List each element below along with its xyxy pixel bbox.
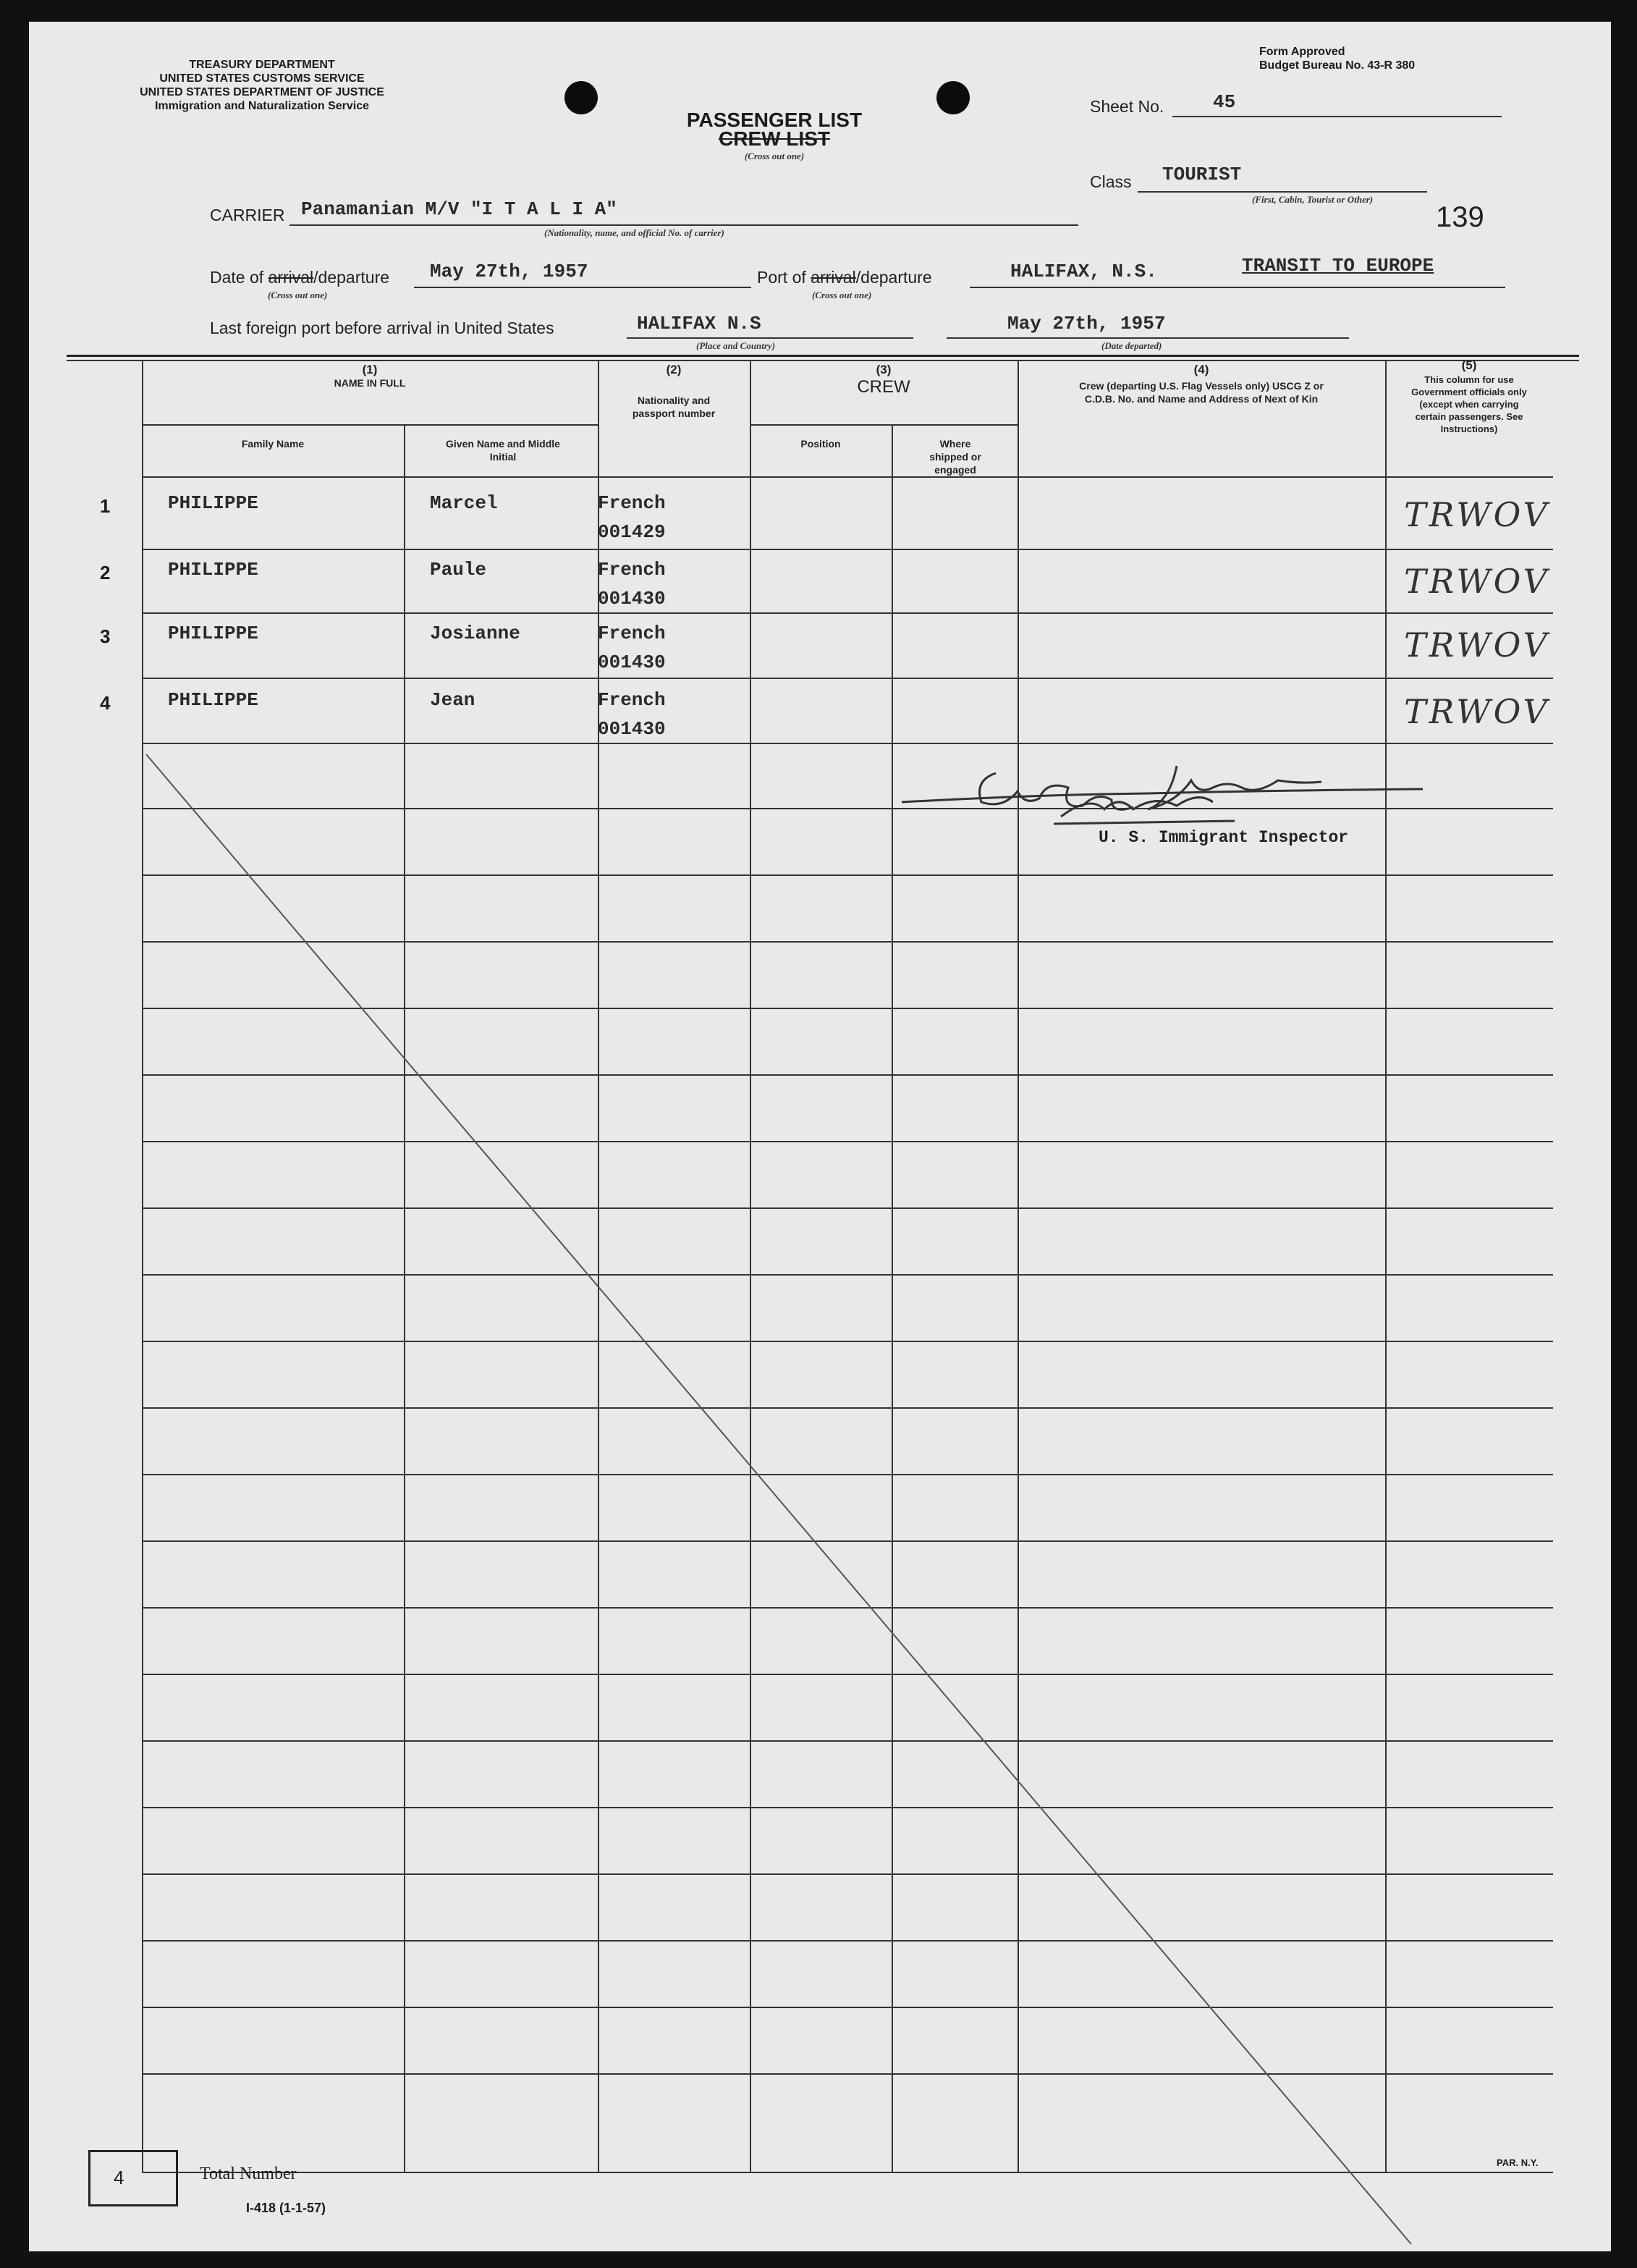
passport-number: 001429 [598, 521, 666, 543]
official-mark: TRWOV [1404, 495, 1550, 534]
passport-number: 001430 [598, 588, 666, 610]
agency-line: UNITED STATES CUSTOMS SERVICE [159, 72, 365, 85]
official-mark: TRWOV [1404, 562, 1550, 601]
given-name: Marcel [430, 492, 498, 514]
title-cross-out-caption: (Cross out one) [744, 151, 805, 161]
passport-number: 001430 [598, 652, 666, 673]
date-departed-value: May 27th, 1957 [1007, 313, 1166, 334]
class-value: TOURIST [1162, 164, 1242, 185]
title-crew-list: CREW LIST [719, 127, 830, 150]
col4-number: (4) [1193, 363, 1209, 376]
col1-given-header: Given Name and Middle Initial [446, 438, 560, 463]
col1-family-header: Family Name [241, 438, 305, 450]
transit-note: TRANSIT TO EUROPE [1242, 255, 1434, 277]
total-number-box [88, 2150, 178, 2206]
given-name: Paule [430, 559, 487, 581]
total-number-value: 4 [114, 2167, 124, 2188]
family-name: PHILIPPE [168, 492, 258, 514]
date-label-prefix: Date of [210, 268, 268, 287]
carrier-caption: (Nationality, name, and official No. of carrier) [544, 227, 724, 238]
date-departed-caption: (Date departed) [1101, 340, 1162, 351]
date-label-struck: arrival [268, 268, 314, 287]
nationality: French [598, 559, 666, 581]
row-number: 2 [100, 562, 111, 583]
printer-mark: PAR. N.Y. [1497, 2157, 1539, 2168]
col3-position-header: Position [800, 438, 841, 450]
family-name: PHILIPPE [168, 623, 258, 644]
passport-number: 001430 [598, 718, 666, 740]
form-number: I-418 (1-1-57) [246, 2201, 326, 2215]
inspector-label: U. S. Immigrant Inspector [1099, 828, 1349, 847]
official-mark: TRWOV [1404, 625, 1550, 665]
title-passenger-list: PASSENGER LIST [686, 109, 863, 131]
carrier-value: Panamanian M/V "I T A L I A" [301, 198, 617, 220]
date-label-suffix: /departure [313, 268, 390, 287]
col3-number: (3) [876, 363, 892, 376]
family-name: PHILIPPE [168, 559, 258, 581]
sheet-label: Sheet No. [1090, 97, 1164, 116]
last-port-label: Last foreign port before arrival in United States [210, 319, 554, 337]
class-label: Class [1090, 172, 1132, 191]
port-cross-out-caption: (Cross out one) [812, 290, 872, 300]
agency-line: UNITED STATES DEPARTMENT OF JUSTICE [140, 86, 384, 98]
col5-number: (5) [1461, 358, 1477, 372]
col5-title: This column for use Government officials only (except when carrying certain passengers. See Instructions) [1411, 374, 1527, 434]
col1-title: NAME IN FULL [334, 377, 406, 389]
row-number: 4 [100, 692, 111, 714]
form-approved-label: Form Approved [1259, 46, 1345, 58]
agency-line: TREASURY DEPARTMENT [189, 59, 335, 71]
budget-bureau-number: Budget Bureau No. 43-R 380 [1259, 59, 1416, 72]
col4-title: Crew (departing U.S. Flag Vessels only) USCG Z or C.D.B. No. and Name and Address of Next of Kin [1079, 380, 1324, 405]
nationality: French [598, 623, 666, 644]
sheet-number: 45 [1213, 91, 1236, 113]
col2-title: Nationality and passport number [632, 395, 716, 419]
port-label-prefix: Port of [757, 268, 811, 287]
last-port-caption: (Place and Country) [696, 340, 776, 351]
agency-line: Immigration and Naturalization Service [154, 100, 370, 112]
class-caption: (First, Cabin, Tourist or Other) [1252, 194, 1374, 205]
nationality: French [598, 689, 666, 711]
col2-number: (2) [666, 363, 682, 376]
port-value: HALIFAX, N.S. [1010, 261, 1157, 282]
date-value: May 27th, 1957 [430, 261, 588, 282]
row-number: 3 [100, 625, 111, 647]
row-number: 1 [100, 495, 111, 517]
port-label-struck: arrival [811, 268, 856, 287]
col3-where-header: Where shipped or engaged [929, 438, 981, 476]
given-name: Josianne [430, 623, 520, 644]
date-cross-out-caption: (Cross out one) [268, 290, 328, 300]
official-mark: TRWOV [1404, 692, 1550, 731]
carrier-label: CARRIER [210, 206, 285, 224]
col3-title: CREW [857, 377, 910, 397]
family-name: PHILIPPE [168, 689, 258, 711]
cancel-diagonal-line [29, 22, 1611, 2251]
page-number: 139 [1436, 201, 1484, 233]
given-name: Jean [430, 689, 475, 711]
port-label-suffix: /departure [855, 268, 932, 287]
last-port-value: HALIFAX N.S [637, 313, 761, 334]
col1-number: (1) [362, 363, 378, 376]
total-number-label: Total Number [200, 2164, 297, 2183]
nationality: French [598, 492, 666, 514]
passenger-list-form [29, 22, 1611, 2251]
